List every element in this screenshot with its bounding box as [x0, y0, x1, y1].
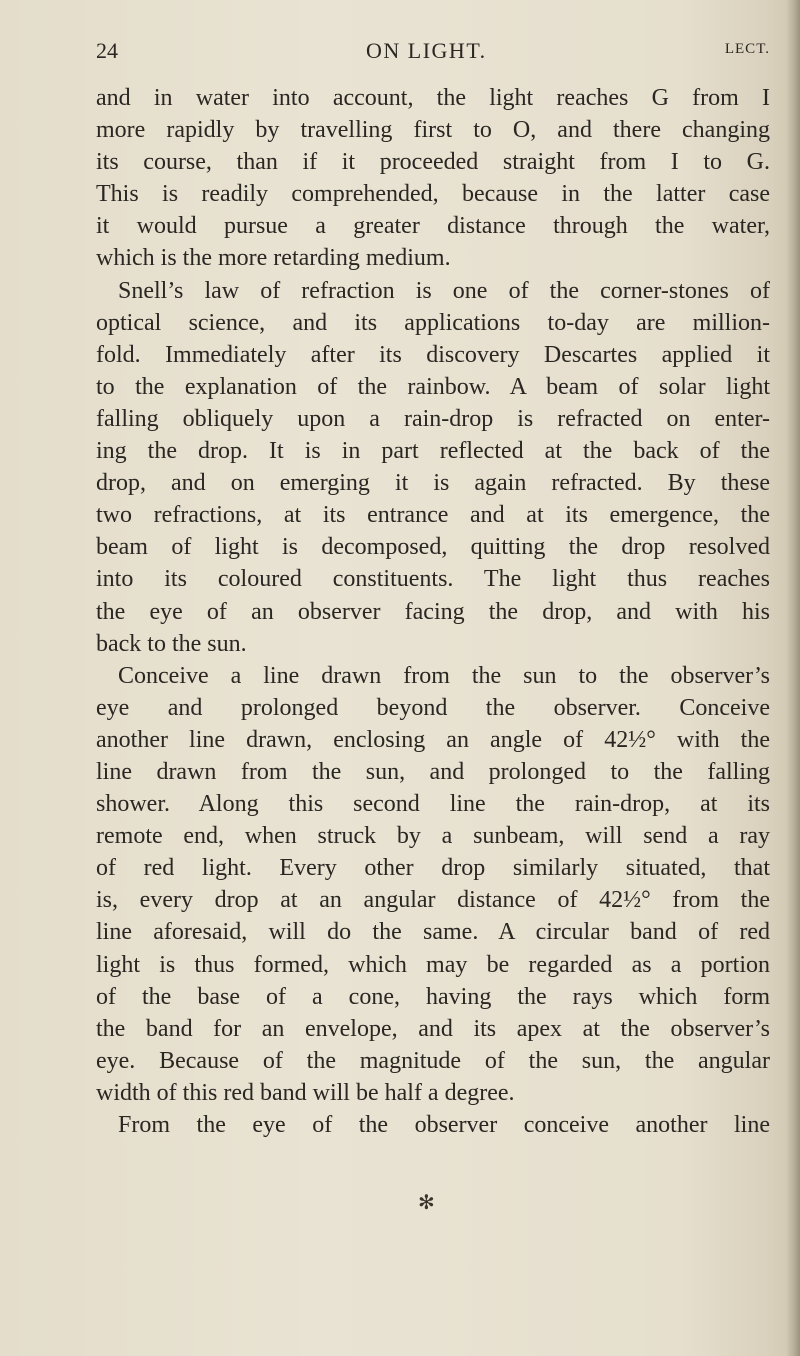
- text-line: to the explanation of the rainbow. A beam of solar light: [96, 373, 770, 400]
- text-line: ing the drop. It is in part reflected at the back of the: [96, 438, 770, 465]
- text-line: Snell’s law of refraction is one of the corner-stones of: [118, 277, 770, 304]
- text-line: the eye of an observer facing the drop, and with his: [96, 598, 770, 625]
- text-line: width of this red band will be half a degree.: [96, 1079, 515, 1106]
- body-text: [96, 82, 770, 1141]
- page-edge-shadow: [786, 0, 800, 1356]
- text-line: From the eye of the observer conceive another line: [118, 1112, 770, 1138]
- page-header: [96, 38, 770, 72]
- running-title: ON LIGHT.: [366, 38, 487, 63]
- text-line: its course, than if it proceeded straight from I to G.: [96, 149, 770, 176]
- page-number: 24: [96, 38, 118, 63]
- text-line: which is the more retarding medium.: [96, 245, 451, 272]
- signature-mark: ✻: [418, 1192, 435, 1214]
- text-line: line drawn from the sun, and prolonged to the falling: [96, 758, 770, 785]
- text-line: another line drawn, enclosing an angle of 42½° with the: [96, 726, 770, 753]
- text-line: optical science, and its applications to-day are million-: [96, 309, 770, 336]
- text-line: beam of light is decomposed, quitting the drop resolved: [96, 534, 770, 561]
- text-line: line aforesaid, will do the same. A circular band of red: [96, 919, 770, 946]
- text-line: This is readily comprehended, because in the latter case: [96, 181, 770, 208]
- text-line: and in water into account, the light reaches G from I: [96, 85, 770, 111]
- text-line: Conceive a line drawn from the sun to the observer’s: [118, 662, 770, 689]
- text-line: shower. Along this second line the rain-drop, at its: [96, 791, 770, 818]
- text-line: the band for an envelope, and its apex at the observer’s: [96, 1015, 770, 1042]
- text-line: more rapidly by travelling first to O, and there changing: [96, 117, 770, 144]
- text-line: eye and prolonged beyond the observer. Conceive: [96, 694, 770, 721]
- text-line: light is thus formed, which may be regarded as a portion: [96, 951, 770, 978]
- text-line: into its coloured constituents. The light thus reaches: [96, 566, 770, 593]
- text-line: is, every drop at an angular distance of 42½° from the: [96, 887, 770, 914]
- text-line: back to the sun.: [96, 630, 247, 657]
- text-line: fold. Immediately after its discovery Descartes applied it: [96, 341, 770, 368]
- text-line: eye. Because of the magnitude of the sun, the angular: [96, 1047, 770, 1074]
- section-label: LECT.: [724, 41, 770, 57]
- text-line: falling obliquely upon a rain-drop is refracted on enter-: [96, 405, 770, 432]
- text-line: of red light. Every other drop similarly situated, that: [96, 855, 770, 882]
- text-line: it would pursue a greater distance through the water,: [96, 213, 770, 240]
- text-line: of the base of a cone, having the rays which form: [96, 983, 770, 1010]
- text-line: remote end, when struck by a sunbeam, will send a ray: [96, 823, 770, 850]
- text-line: two refractions, at its entrance and at its emergence, the: [96, 502, 770, 529]
- text-line: drop, and on emerging it is again refracted. By these: [96, 470, 770, 497]
